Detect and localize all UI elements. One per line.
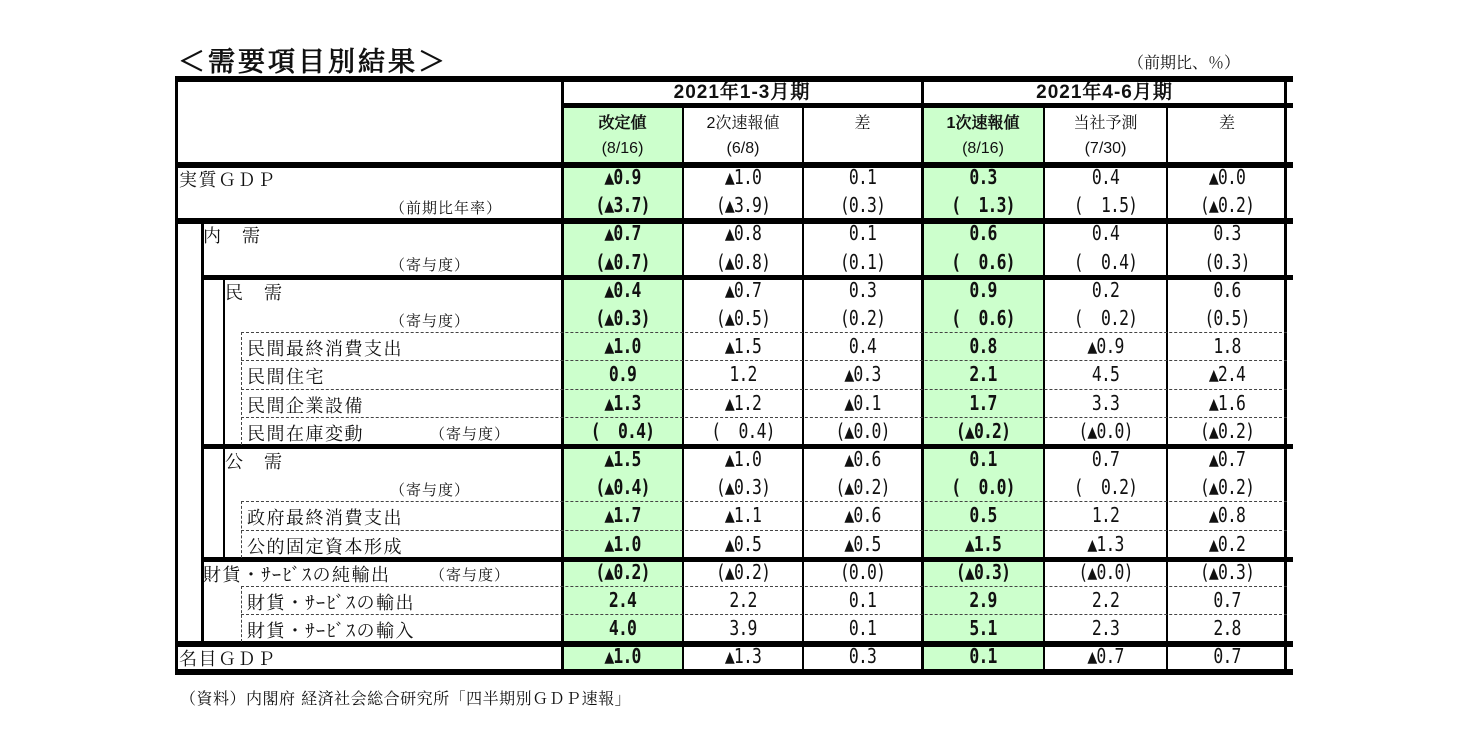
row-label: 名目ＧＤＰ <box>179 649 277 671</box>
table-cell-value: ( 0.6) <box>951 306 1015 331</box>
table-cell-value: ( 0.4) <box>590 418 655 443</box>
table-cell-value: ( 0.2) <box>1073 306 1138 331</box>
table-cell-value: ▲0.7 <box>724 277 762 302</box>
row-divider-dashed <box>241 389 1287 390</box>
column-header-date: (6/8) <box>726 140 760 157</box>
table-cell-value: (▲3.9) <box>715 193 771 218</box>
table-cell-value: 0.3 <box>848 644 877 669</box>
table-cell-value: ▲1.0 <box>604 531 641 556</box>
table-cell-value: 0.7 <box>1213 644 1241 669</box>
table-cell-value: 2.1 <box>969 362 997 387</box>
row-sublabel: （寄与度） <box>390 481 471 500</box>
table-cell-value: (▲0.2) <box>715 559 771 584</box>
table-cell-value: ▲1.1 <box>724 503 762 528</box>
table-cell-value: ▲0.5 <box>724 531 762 556</box>
table-cell-value: 0.1 <box>848 165 877 190</box>
table-cell-value: ( 1.5) <box>1073 193 1138 218</box>
table-cell-value: ▲0.7 <box>1208 447 1246 472</box>
column-header-date: (7/30) <box>1084 140 1127 157</box>
row-divider <box>562 103 1293 108</box>
row-label: 公的固定資本形成 <box>247 536 403 558</box>
table-cell-value: 0.4 <box>1091 165 1120 190</box>
table-cell-value: (▲0.3) <box>595 306 650 331</box>
row-label: 民間住宅 <box>247 367 325 389</box>
table-cell-value: ▲2.4 <box>1208 362 1246 387</box>
row-sublabel: （寄与度） <box>390 255 471 274</box>
table-cell-value: 2.2 <box>1091 588 1120 613</box>
unit-note: （前期比、％） <box>1128 53 1241 72</box>
table-cell-value: (▲0.2) <box>1199 475 1255 500</box>
table-cell-value: (▲0.2) <box>835 475 890 500</box>
table-cell-value: (0.1) <box>839 249 886 274</box>
table-cell-value: 0.5 <box>969 503 997 528</box>
table-cell-value: 0.1 <box>848 588 877 613</box>
column-header-date: (8/16) <box>962 140 1004 157</box>
table-cell-value: ▲1.6 <box>1208 390 1246 415</box>
table-cell-value: 2.2 <box>729 588 757 613</box>
row-divider <box>203 275 1293 280</box>
row-divider-dashed <box>241 614 1287 615</box>
table-cell-value: ▲1.2 <box>724 390 762 415</box>
table-cell-value: 0.6 <box>1213 277 1241 302</box>
table-cell-value: ▲0.2 <box>1208 531 1246 556</box>
table-cell-value: (0.3) <box>1204 249 1250 274</box>
table-cell-value: ▲1.5 <box>724 334 762 359</box>
table-cell-value: (▲0.2) <box>955 418 1011 443</box>
table-cell-value: (0.3) <box>839 193 886 218</box>
table-cell-value: (▲0.3) <box>955 559 1011 584</box>
row-label: 財貨・ｻｰﾋﾞｽの輸出 <box>247 593 415 614</box>
table-cell-value: ▲0.8 <box>1208 503 1246 528</box>
column-header-date <box>1167 136 1287 162</box>
table-cell-value: (▲0.7) <box>595 249 650 274</box>
table-cell-value: 0.9 <box>608 362 637 387</box>
table-cell-value: (▲0.0) <box>1078 559 1133 584</box>
table-cell-value: ( 0.6) <box>951 249 1015 274</box>
table-cell-value: 0.1 <box>969 644 997 669</box>
row-divider-dashed <box>241 417 1287 418</box>
table-cell-value: (0.2) <box>839 306 886 331</box>
table-cell-value: ▲0.9 <box>1087 334 1124 359</box>
table-cell-value: ▲0.8 <box>724 221 762 246</box>
column-header-label: 1次速報値 <box>946 114 1020 132</box>
table-cell-value: 4.5 <box>1091 362 1120 387</box>
table-cell-value: (▲0.4) <box>595 475 650 500</box>
column-header-label: 差 <box>854 114 871 132</box>
table-cell-value: ▲1.5 <box>964 531 1002 556</box>
table-title: ＜需要項目別結果＞ <box>178 47 448 78</box>
table-cell-value: 0.4 <box>1091 221 1120 246</box>
row-divider <box>203 444 1293 449</box>
row-label: 民 需 <box>225 282 284 304</box>
row-divider <box>175 218 1293 224</box>
table-cell-value: 1.2 <box>1091 503 1120 528</box>
table-cell-value: ▲1.0 <box>604 644 641 669</box>
row-divider <box>175 669 1293 675</box>
column-divider <box>241 586 242 642</box>
table-cell-value: ▲1.3 <box>604 390 641 415</box>
table-cell-value: 2.8 <box>1213 616 1241 641</box>
table-cell-value: 1.7 <box>969 390 997 415</box>
row-label: 財貨・ｻｰﾋﾞｽの輸入 <box>247 621 415 643</box>
period-header-2: 2021年4-6月期 <box>1036 81 1173 103</box>
table-cell-value: ▲1.7 <box>604 503 641 528</box>
table-cell-value: 0.1 <box>848 616 877 641</box>
row-sublabel: （寄与度） <box>430 424 511 443</box>
gdp-demand-table <box>175 76 1287 671</box>
table-cell-value: ▲1.5 <box>604 447 641 472</box>
table-cell-value: ▲0.7 <box>604 221 641 246</box>
table-cell-value: ( 0.2) <box>1073 475 1138 500</box>
table-cell-value: ( 0.4) <box>1073 249 1138 274</box>
table-cell-value: 0.3 <box>848 277 877 302</box>
column-header-label: 2次速報値 <box>706 114 780 132</box>
table-cell-value: 3.9 <box>729 616 757 641</box>
row-divider-dashed <box>241 530 1287 531</box>
table-cell-value: 0.7 <box>1213 588 1241 613</box>
row-divider-dashed <box>241 332 1287 333</box>
table-cell-value: 1.2 <box>729 362 757 387</box>
column-divider <box>921 76 924 671</box>
row-divider <box>203 557 1293 562</box>
table-cell-value: (▲0.0) <box>1078 418 1133 443</box>
table-cell-value: 1.8 <box>1213 334 1241 359</box>
column-divider <box>223 276 225 558</box>
table-cell-value: (▲0.0) <box>835 418 890 443</box>
table-cell-value: 0.1 <box>848 221 877 246</box>
table-cell-value: 4.0 <box>608 616 637 641</box>
table-cell-value: 0.7 <box>1091 447 1120 472</box>
table-cell-value: (▲0.2) <box>595 559 650 584</box>
table-cell-value: (▲0.2) <box>1199 193 1255 218</box>
table-cell-value: ( 1.3) <box>951 193 1015 218</box>
table-cell-value: ( 0.4) <box>711 418 775 443</box>
table-cell-value: (0.0) <box>839 559 886 584</box>
table-cell-value: 0.3 <box>969 165 997 190</box>
table-cell-value: (▲0.8) <box>715 249 771 274</box>
row-label: 内 需 <box>203 226 262 248</box>
table-cell-value: 0.1 <box>969 447 997 472</box>
row-label: 公 需 <box>225 452 284 473</box>
table-cell-value: ▲1.0 <box>724 447 762 472</box>
row-sublabel: （寄与度） <box>430 565 511 584</box>
table-cell-value: (▲3.7) <box>595 193 650 218</box>
row-divider <box>175 162 1293 168</box>
row-divider-dashed <box>241 501 1287 502</box>
table-cell-value: ▲0.3 <box>844 362 881 387</box>
table-cell-value: 0.2 <box>1091 277 1120 302</box>
row-label: 民間在庫変動 <box>247 423 364 445</box>
table-cell-value: (▲0.3) <box>715 475 771 500</box>
row-sublabel: （寄与度） <box>390 312 471 330</box>
column-divider <box>201 219 204 642</box>
column-divider <box>241 501 242 557</box>
table-cell-value: 2.3 <box>1091 616 1120 641</box>
row-divider <box>175 641 1293 647</box>
column-divider <box>241 332 242 445</box>
row-label: 財貨・ｻｰﾋﾞｽの純輸出 <box>203 564 391 586</box>
table-cell-value: 0.9 <box>969 277 997 302</box>
table-cell-value: ▲0.6 <box>844 447 881 472</box>
table-cell-value: (▲0.5) <box>715 306 771 331</box>
column-divider <box>561 76 564 671</box>
column-header-label: 当社予測 <box>1073 114 1138 132</box>
table-cell-value: ▲1.0 <box>604 334 641 359</box>
table-cell-value: 0.8 <box>969 334 997 359</box>
table-cell-value: ▲1.3 <box>1087 531 1124 556</box>
source-note: （資料）内閣府 経済社会総合研究所「四半期別ＧＤＰ速報」 <box>180 689 632 708</box>
row-label: 民間最終消費支出 <box>247 339 403 361</box>
table-cell-value: ▲0.1 <box>844 390 881 415</box>
row-divider-dashed <box>241 586 1287 587</box>
table-cell-value: (0.5) <box>1204 306 1250 331</box>
column-header-date: (8/16) <box>601 140 644 157</box>
table-cell-value: 0.4 <box>848 334 877 359</box>
table-cell-value: 2.9 <box>969 588 997 613</box>
table-cell-value: ▲0.7 <box>1087 644 1124 669</box>
table-cell-value: ▲0.4 <box>604 277 641 302</box>
table-cell-value: 0.3 <box>1213 221 1241 246</box>
column-header-date <box>803 136 922 162</box>
table-cell-value: (▲0.2) <box>1199 418 1255 443</box>
table-cell-value: ▲0.9 <box>604 165 641 190</box>
table-cell-value: 3.3 <box>1091 390 1120 415</box>
row-label: 実質ＧＤＰ <box>179 170 277 191</box>
column-header-label: 差 <box>1218 114 1235 132</box>
column-header-label: 改定値 <box>598 114 647 132</box>
table-cell-value: 5.1 <box>969 616 997 641</box>
table-cell-value: ▲1.3 <box>724 644 762 669</box>
table-cell-value: ▲0.5 <box>844 531 881 556</box>
table-cell-value: ( 0.0) <box>951 475 1015 500</box>
table-cell-value: ▲0.0 <box>1208 165 1246 190</box>
table-cell-value: ▲1.0 <box>724 165 762 190</box>
table-cell-value: ▲0.6 <box>844 503 881 528</box>
row-divider <box>175 76 1293 82</box>
table-cell-value: 0.6 <box>969 221 997 246</box>
period-header-1: 2021年1-3月期 <box>673 81 811 103</box>
row-divider-dashed <box>241 360 1287 361</box>
row-label: 政府最終消費支出 <box>247 508 403 530</box>
table-cell-value: (▲0.3) <box>1199 559 1255 584</box>
table-cell-value: 2.4 <box>608 588 637 613</box>
row-label: 民間企業設備 <box>247 395 364 417</box>
row-sublabel: （前期比年率） <box>390 199 503 218</box>
